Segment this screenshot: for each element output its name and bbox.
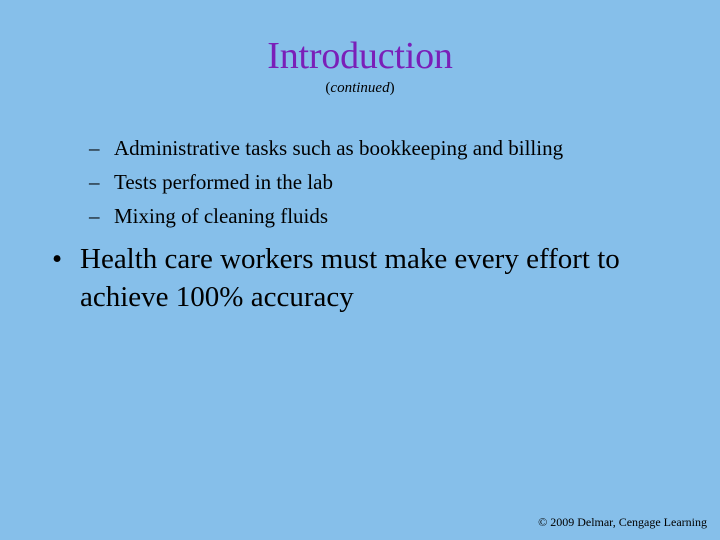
sub-bullet-item	[89, 168, 563, 202]
subtitle-text: continued	[330, 80, 390, 96]
main-bullet-list	[52, 240, 680, 316]
slide-subtitle	[0, 78, 720, 98]
bullet-marker: •	[52, 243, 63, 275]
slide-title: Introduction	[267, 35, 453, 77]
dash-marker: –	[89, 204, 100, 228]
sub-bullet-item	[89, 202, 563, 236]
sub-bullet-list	[89, 134, 563, 236]
sub-bullet-item	[89, 134, 563, 168]
sub-bullet-text: Mixing of cleaning fluids	[114, 204, 329, 228]
subtitle-close-paren: )	[389, 80, 395, 96]
main-bullet-item	[52, 240, 680, 316]
dash-marker: –	[89, 136, 100, 160]
copyright-footer: © 2009 Delmar, Cengage Learning	[538, 515, 707, 529]
sub-bullet-text: Administrative tasks such as bookkeeping and billing	[114, 136, 564, 160]
main-bullet-text: Health care workers must make every effort to achieve 100% accuracy	[80, 243, 620, 313]
dash-marker: –	[89, 170, 100, 194]
subtitle-open-paren: (	[325, 80, 331, 96]
sub-bullet-text: Tests performed in the lab	[114, 170, 333, 194]
